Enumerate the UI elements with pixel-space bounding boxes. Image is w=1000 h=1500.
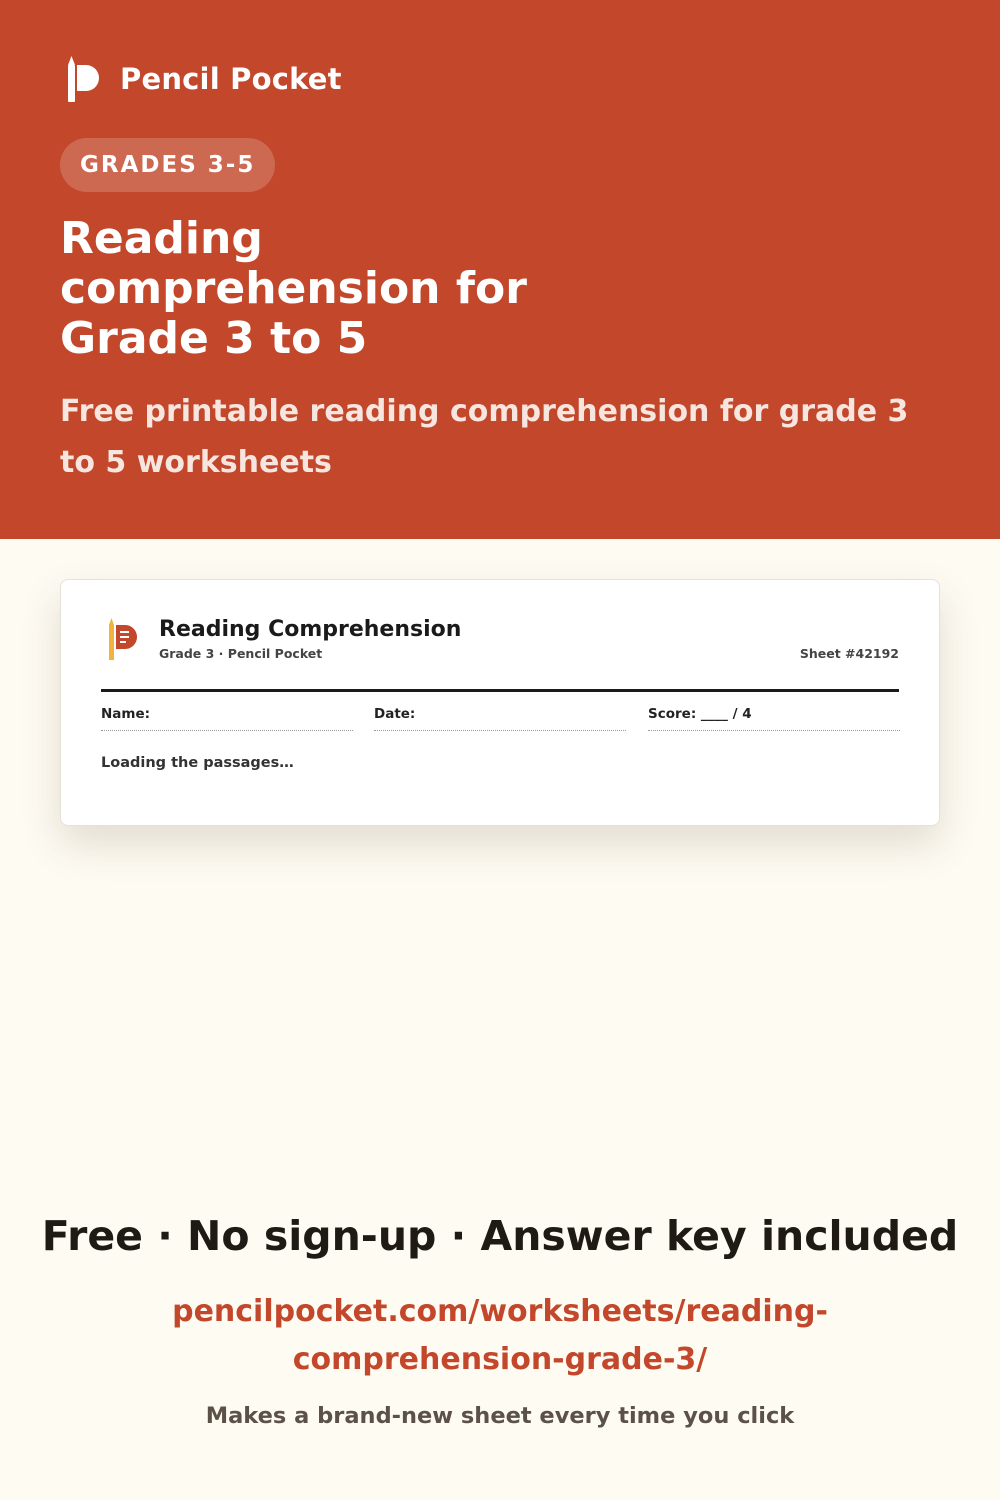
worksheet-url-link[interactable]: pencilpocket.com/worksheets/reading-comprehension-grade-3/ — [172, 1294, 828, 1377]
grade-badge: GRADES 3-5 — [60, 138, 275, 192]
worksheet-preview-card — [60, 579, 940, 826]
worksheet-divider — [101, 689, 899, 692]
pencil-p-logo-icon — [107, 616, 143, 660]
brand[interactable] — [66, 56, 342, 102]
score-field: Score: ____ / 4 — [648, 706, 900, 731]
name-field: Name: — [101, 706, 353, 731]
pencil-p-logo-icon — [66, 56, 104, 102]
brand-name: Pencil Pocket — [120, 62, 342, 96]
page-title: Reading comprehension for Grade 3 to 5 — [60, 213, 527, 364]
worksheet-title: Reading Comprehension — [159, 617, 462, 642]
date-field: Date: — [374, 706, 626, 731]
hero-banner — [0, 0, 1000, 539]
worksheet-meta: Grade 3 · Pencil Pocket — [159, 646, 323, 661]
feature-headline: Free · No sign-up · Answer key included — [41, 1212, 959, 1260]
page-subtitle: Free printable reading comprehension for grade 3 to 5 worksheets — [60, 394, 909, 480]
loading-message: Loading the passages… — [101, 755, 294, 771]
footer-note: Makes a brand-new sheet every time you click — [205, 1403, 795, 1429]
worksheet-sheet-number: Sheet #42192 — [799, 646, 899, 661]
